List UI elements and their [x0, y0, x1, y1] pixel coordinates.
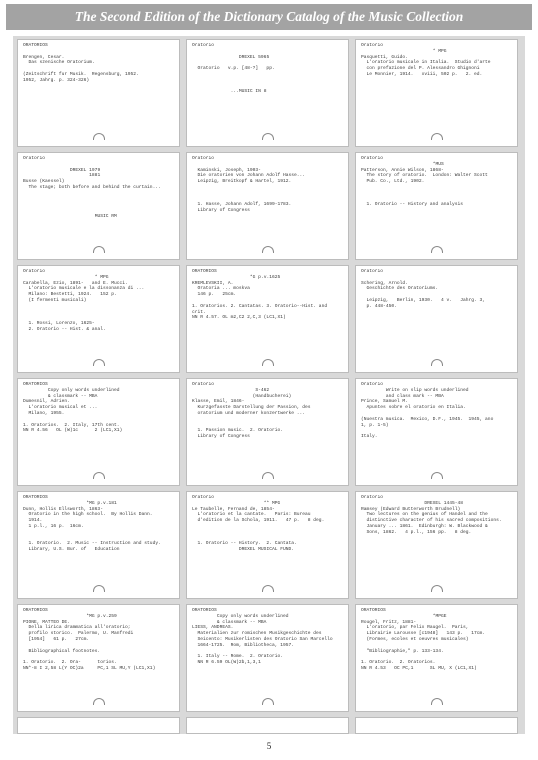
card-text: ORATORIOS Brengen, Cesar. Das szenische Oratorium. (Zeitschrift fur Musik. Regensburg, 1952. 1952, Jahrg. p. 324-326): [23, 43, 139, 83]
catalog-card: [17, 717, 180, 734]
card-hole: [431, 246, 443, 253]
card-text: Oratorio *MUS Patterson, Annie Wilson, 1868- The story of oratorio. London: Walter Scott Pub. Co., Ltd., 1902. 1. Oratorio -- History and analysis: [361, 156, 488, 208]
card-hole: [431, 359, 443, 366]
catalog-card: [186, 491, 349, 599]
catalog-card: [186, 378, 349, 486]
card-text: Oratorio * MPG Pasquetti, Guido. L'oratorio musicale in Italia. Studio d'arte con prefazione del P. Alessandro Ghignoni Le Monnier, 1914. xviii, 502 p. 2. ed.: [361, 43, 491, 77]
card-hole: [262, 472, 274, 479]
catalog-card: [17, 152, 180, 260]
card-hole: [262, 133, 274, 140]
card-text: Oratorio DREXEL 5965 Oratorio v.p. [48-?] pp. ...MUSIC IN 8: [192, 43, 275, 95]
catalog-card: [186, 152, 349, 260]
catalog-card: [355, 717, 518, 734]
card-text: Oratorio DREXEL 1979 1881 Busse (Kaessel) The stage; both before and behind the curtain... MUSIC RM: [23, 156, 161, 219]
card-text: ORATORIOS *G p.v.1625 KREMLEVSKII, A. Oratoria ... moskva 146 p. 25cm. 1. Oratorios. 2. Cantatas. 3. Oratorio--Hist. and crit. NN R 4.57. OL m2,C2 2,C,3 (LC1,X1): [192, 269, 328, 321]
header-title: The Second Edition of the Dictionary Catalog of the Music Collection: [74, 9, 464, 24]
card-text: ORATORIOS Copy only words underlined & classmark -- MBA LIESS, ANDREAS. Materialien zur romischen Musikgeschichte des Seicento: Musikerlisten des Oratorio San Marcello 1664-1725. Rom, Bibliotheca, 1957. 1. Italy -- Rome. 2. Oratorio. NN R 6.59 OL(W)2b,1,3,1: [192, 608, 333, 666]
card-text: Oratorio * MPG Carabella, Ezio, 1891- and E. Mucci. L'oratorio musicale e la dissonanza di ... Milano: Bestetti, 1924. 152 p. (I fermenti musicali) 1. Rossi, Lorenzo, 1625- 2. Oratorio -- Hist. & anal.: [23, 269, 145, 332]
catalog-card: [355, 265, 518, 373]
catalog-card: [355, 491, 518, 599]
card-hole: [431, 585, 443, 592]
card-hole: [93, 246, 105, 253]
page-header: [6, 4, 532, 30]
catalog-card: [17, 604, 180, 712]
card-hole: [262, 585, 274, 592]
catalog-card: [17, 491, 180, 599]
card-text: Oratorio DREXEL 1445-48 Ramsey (Edward Butterworth Brudnell) Two lectures on the genius of Handel and the distinctive character of his sacred compositions. January ... 1861. Edinburgh: W. Blackwood & Sons, 1862. 4 p.l., 156 pp. 8 deg.: [361, 495, 502, 535]
catalog-card: [186, 604, 349, 712]
card-text: ORATORIOS *MPGE Rougel, Fritz, 1881- L'oratorio, par Felix Raugel. Paris, Librairie Larousse [c1948] 143 p. 17cm. (Formes, ecoles et oeuvres musicales) "Bibliographie," p. 133-134. 1. Oratorio. 2. Oratorios. NN R 4.53 OC PC,1 SL MU, X (LC1,X1): [361, 608, 486, 671]
card-hole: [262, 359, 274, 366]
catalog-card: [355, 378, 518, 486]
card-text: ORATORIOS Copy only words underlined & classmark -- MBA Dumesnil, Adrien. L'oratorio musical et ... Milano, 1955. 1. Oratorios. 2. Italy, 17th cent. NN R 4.56 OL (W)1c 2 (LC1,X1): [23, 382, 123, 434]
catalog-card: [355, 152, 518, 260]
page-number: 5: [266, 741, 272, 751]
card-hole: [262, 698, 274, 705]
card-hole: [93, 472, 105, 479]
card-hole: [431, 472, 443, 479]
card-hole: [431, 133, 443, 140]
card-text: Oratorio Write on slip words underlined and class mark -- MBA Prince, Samuel M. Apuntes sobre el oratorio en Italia. (Nuestra musica. Mexico, D.F., 1945. 1945, ano 1, p. 1-5) Italy.: [361, 382, 494, 440]
catalog-card: [355, 39, 518, 147]
card-hole: [431, 698, 443, 705]
card-text: ORATORIOS *MG p.v.259 PIONE, MATTEO DE. Della lirica drammatica all'oratorio; profilo storico. Palermo, U. Manfredi [1954] 61 p. 27cm. Bibliographical footnotes. 1. Oratorio. 2. Ora- torios. NN*-8 I 2,58 L(Y OC)2a PC,1 SL MU,Y (LC1,X1): [23, 608, 156, 671]
card-hole: [93, 698, 105, 705]
card-text: Oratorio Schering, Arnold. Geschichte des Oratoriums. Leipzig, Berlin, 1930. 4 v. Jahrg. 3, p. 448-450.: [361, 269, 486, 309]
card-hole: [93, 133, 105, 140]
card-grid: [13, 36, 525, 734]
catalog-card: [186, 265, 349, 373]
card-hole: [262, 246, 274, 253]
card-hole: [93, 359, 105, 366]
catalog-card: [17, 39, 180, 147]
catalog-card: [17, 265, 180, 373]
card-text: ORATORIOS *MG p.v.181 Dunn, Hollis Ellsworth, 1863- Oratorio in the high school. By Hollis Dann. 1914. 1 p.l., 16 p. 16cm. 1. Oratorio. 2. Music -- Instruction and study. Library, U.S. Bur. of Education: [23, 495, 161, 553]
card-text: Oratorio ** MPG Le Taubelle, Fernand de, 1854- L'oratorio et la cantate. Paris: Bureau d'edition de la Schola, 1911. 47 p. 8 deg. 1. Oratorio -- History. 2. Cantata. DREXEL MUSICAL FUND.: [192, 495, 325, 553]
catalog-card: [186, 717, 349, 734]
catalog-card: [186, 39, 349, 147]
catalog-card: [355, 604, 518, 712]
catalog-card: [17, 378, 180, 486]
card-hole: [93, 585, 105, 592]
card-text: Oratorio Kaminski, Joseph, 1903- Die oratorien von Johann Adolf Hasse... Leipzig, Breitkopf & Hartel, 1912. 1. Hasse, Johann Adolf, 1699-1783. Library of Congress: [192, 156, 306, 214]
card-text: Oratorio S-462 (Handbucherei) Klasse, Emil, 1846- Kurzgefasste Darstellung der Passion, des oratorium und moderner konzertwerke ... 1. Passion music. 2. Oratorio. Library of Congress: [192, 382, 311, 440]
